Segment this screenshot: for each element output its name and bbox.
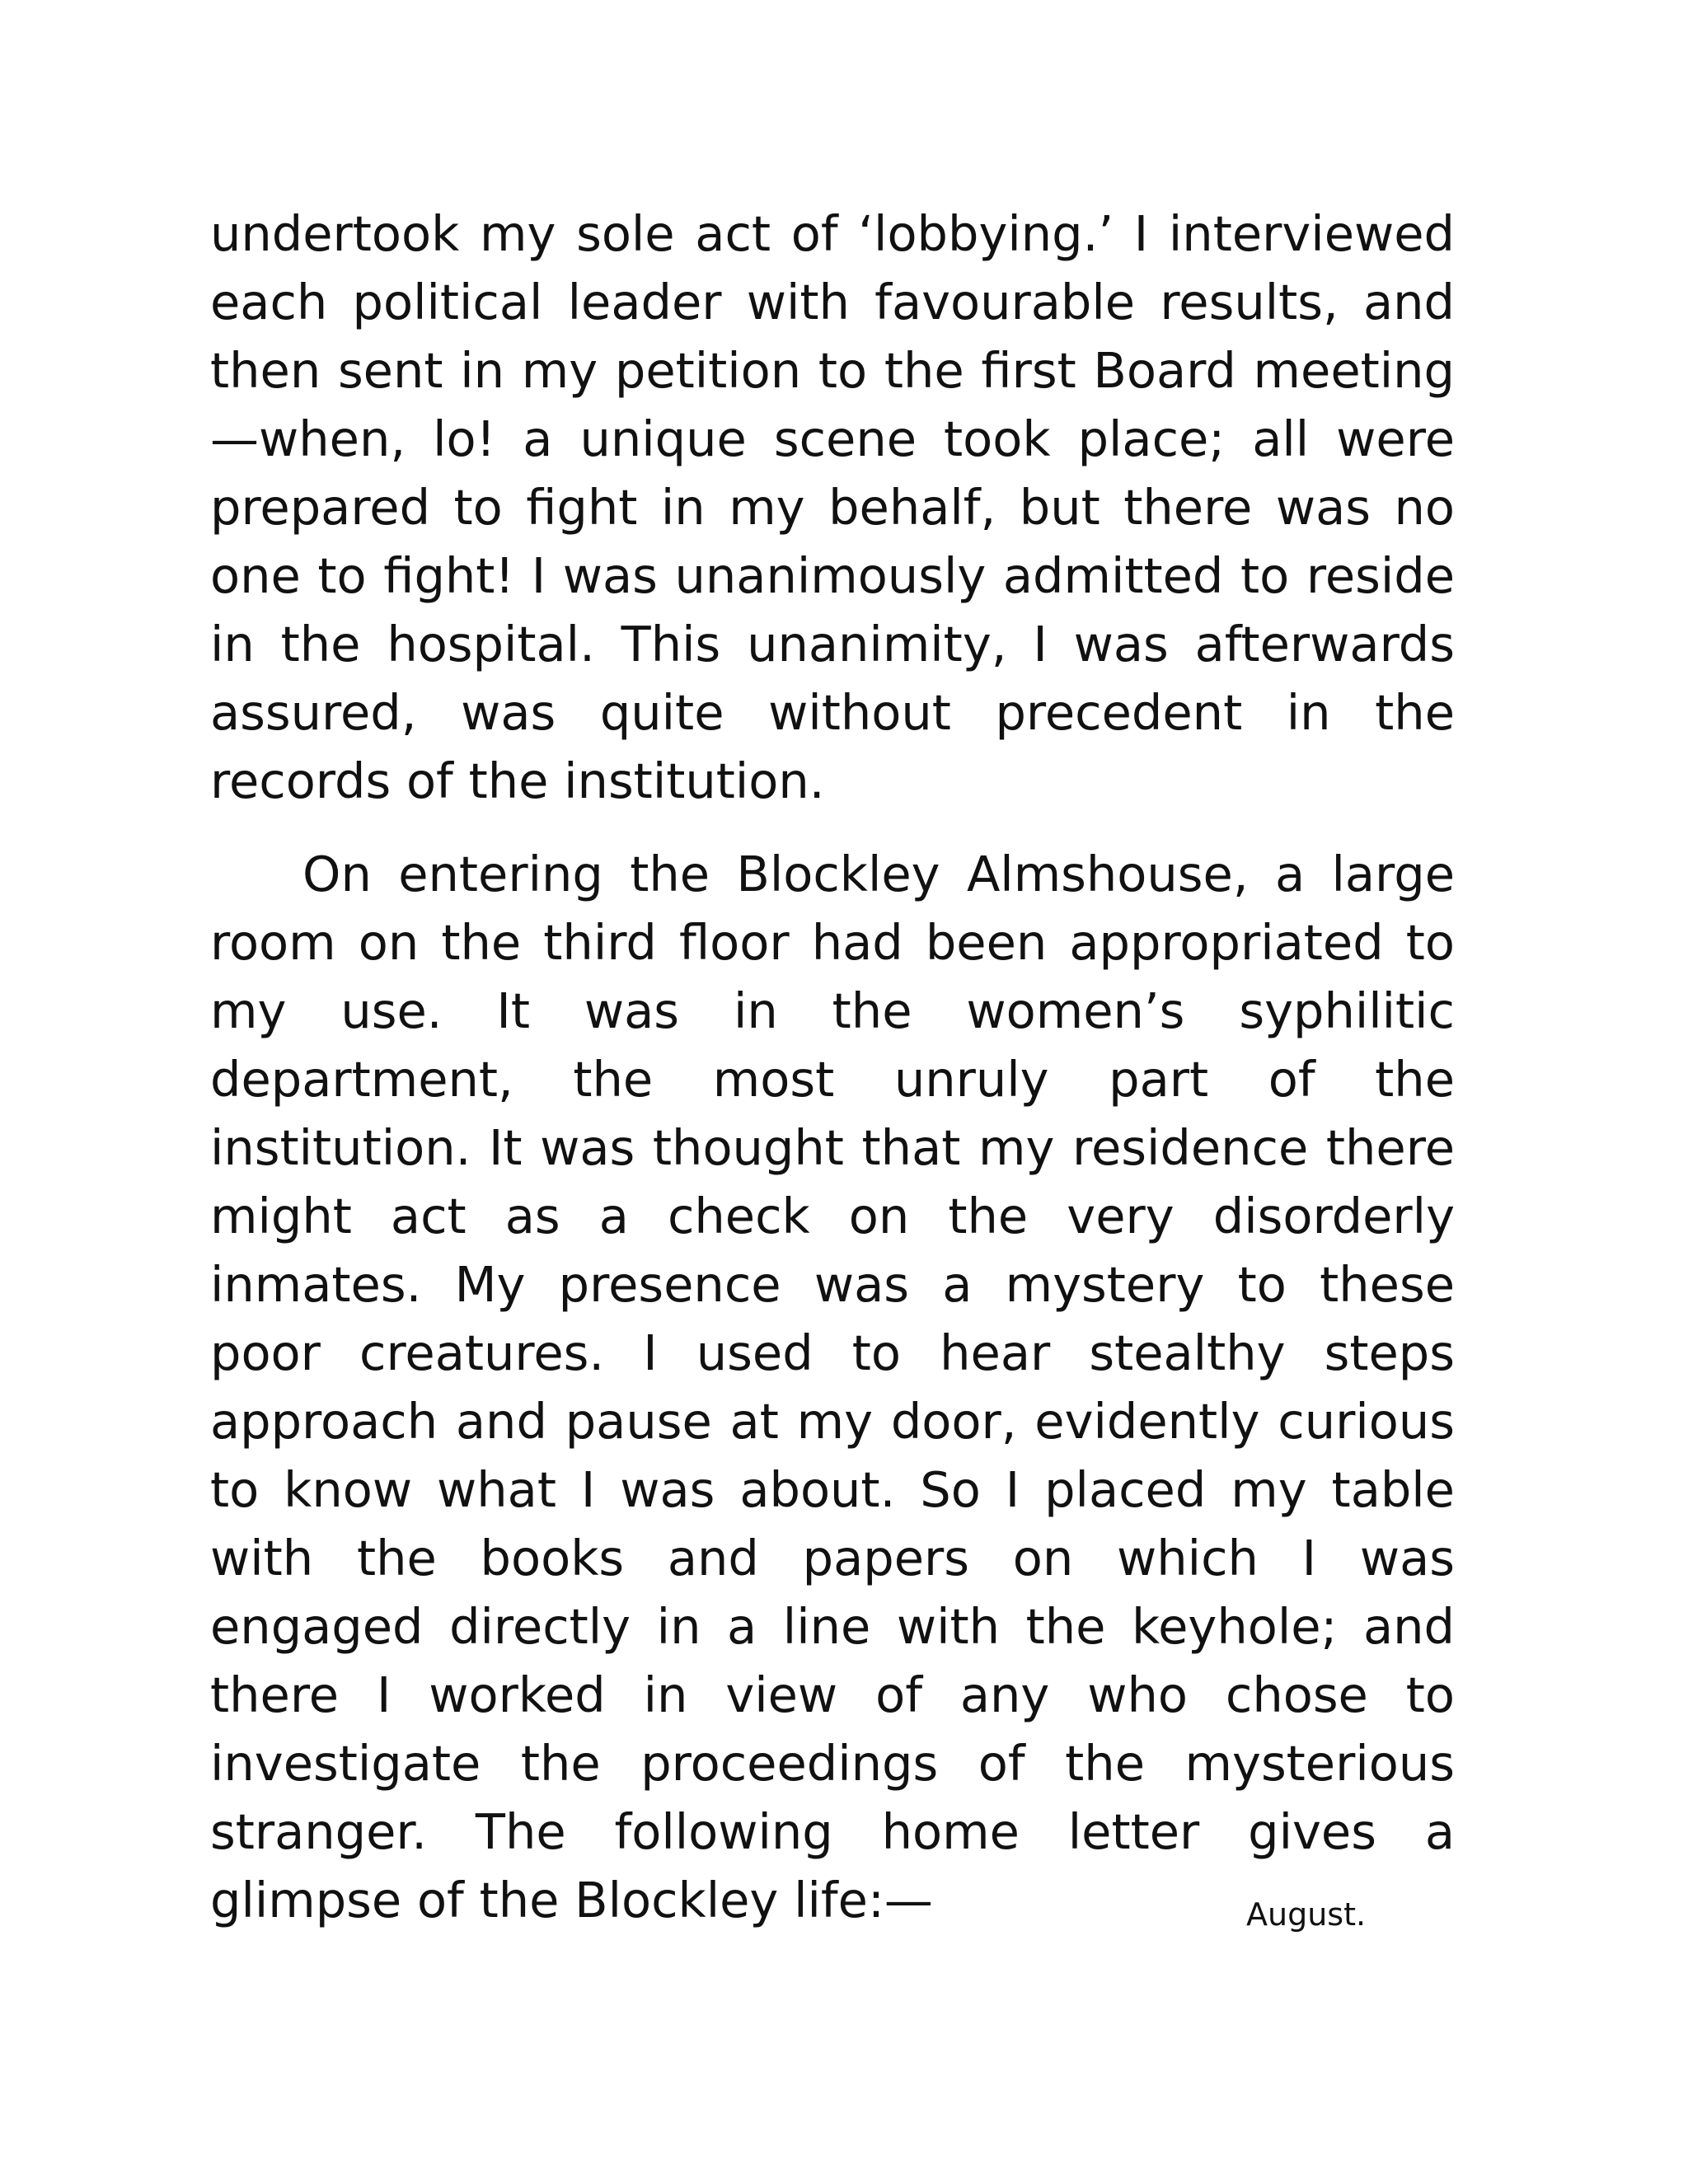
paragraph-continuation: undertook my sole act of ‘lobbying.’ I interviewed each political leader with favourable results, and then sent in my petition to the first Board meeting—when, lo! a unique scene took place; all were prepared to fight in my behalf, but there was no one to fight! I was unanimously admitted to reside in the hospital. This unanimity, I was afterwards assured, was quite without precedent in the records of the institution. [210, 205, 1455, 809]
paragraph-blockley-almshouse: On entering the Blockley Almshouse, a large room on the third floor had been appropriated to my use. It was in the women’s syphilitic department, the most unruly part of the institution. It was thought that my residence there might act as a check on the very disorderly inmates. My presence was a mystery to these poor creatures. I used to hear stealthy steps approach and pause at my door, evidently curious to know what I was about. So I placed my table with the books and papers on which I was engaged directly in a line with the keyhole; and there I worked in view of any who chose to investigate the proceedings of the mysterious stranger. The following home letter gives a glimpse of the Blockley life:— [210, 846, 1455, 1929]
letter-dateline: August. [1246, 1896, 1367, 1933]
body-text [210, 199, 1455, 1934]
